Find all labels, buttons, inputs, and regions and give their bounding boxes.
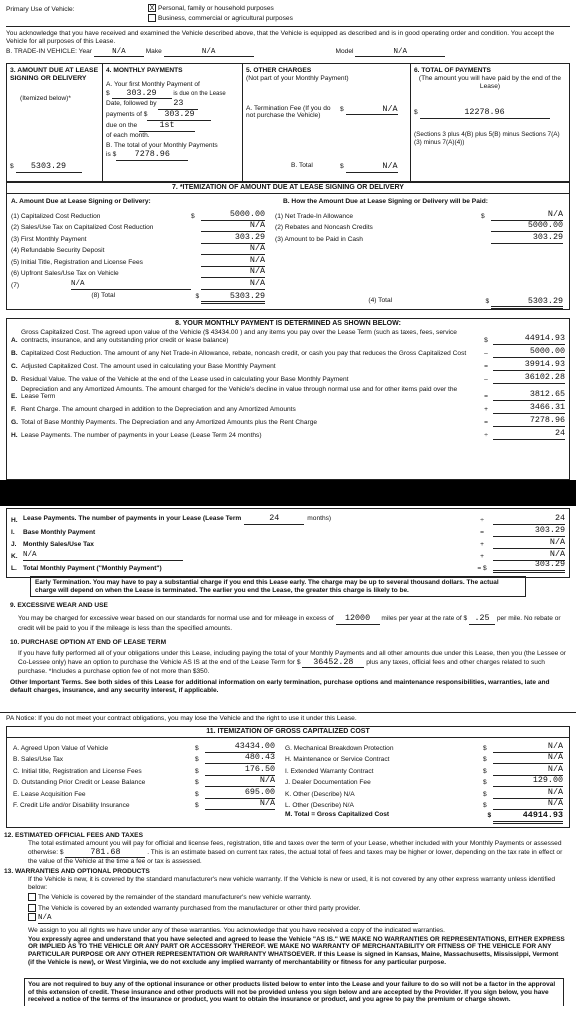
lease-page-2 — [0, 506, 576, 1024]
gross-cap-right-label: L. Other (Describe) N/A — [285, 802, 354, 810]
total-monthly-value[interactable]: 7278.96 — [116, 150, 188, 161]
section-11-title: 11. ITEMIZATION OF GROSS CAPITALIZED COST — [7, 727, 569, 738]
gross-cap-left-item — [13, 799, 275, 811]
payment-calc-key: B. — [11, 349, 18, 357]
payment-calc-row — [11, 373, 565, 384]
payment-calc-row — [11, 386, 565, 402]
business-use-checkbox[interactable] — [148, 14, 156, 22]
gross-cap-left-item — [13, 776, 275, 788]
box-monthly-payments: 4. MONTHLY PAYMENTS A. Your first Monthly Payment of $ 303.29 is due on the Lease Date, followed by 23 payments of $ 303.29 due on the 1st of each month. B. The total of your Monthly Payments is $ 7278.96 — [103, 64, 243, 181]
amount-due-item — [11, 209, 265, 221]
as-is-disclaimer: You expressly agree and understand that you have selected and agreed to lease the Vehicle "AS IS." WE MAKE NO WARRANTIES OR REPRESENTATIONS, EITHER EXPRESS OR IMPLIED AS TO THE VEHICLE OR ANY PART OR ACCESSORY THEREOF. WE MAKE NO WARRANTY OF MERCHANTABILITY OR FITNESS OF THE VEHICLE FOR ANY PARTICULAR PURPOSE OR ANY OTHER REPRESENTATION OR WARRANTY WHATSOEVER. If this Lease is signed in Kansas, Maine, Massachusetts, Mississippi, Vermont (if the Vehicle is new), or West Virginia, we do not exclude any implied warranty of merchantability or fitness for any particular purpose. — [28, 935, 565, 966]
payment-cont-row — [11, 561, 565, 573]
amount-due-value[interactable]: 5303.29 — [16, 162, 82, 173]
fees-amount[interactable]: 781.68 — [65, 848, 145, 859]
gross-cap-right-label: H. Maintenance or Service Contract — [285, 756, 390, 764]
wear-text-1: You may be charged for excessive wear based on our standards for normal use and for mileage in excess of — [18, 614, 334, 622]
amount-due-title: 3. AMOUNT DUE AT LEASE SIGNING OR DELIVERY — [10, 67, 99, 83]
other-charges-title: 5. OTHER CHARGES — [246, 67, 312, 74]
payment-cont-operator: + — [480, 541, 484, 549]
payment-calc-value[interactable]: 36102.28 — [493, 373, 565, 384]
amount-due-total-label: (8) Total — [91, 291, 116, 299]
payment-calc-key: C. — [11, 362, 18, 370]
first-payment-text: A. Your first Monthly Payment of — [106, 80, 200, 88]
payment-calc-row — [11, 429, 565, 440]
payment-calc-operator: $ — [484, 337, 488, 345]
gross-cap-left-dollar: $ — [195, 802, 199, 810]
section-12-title: 12. ESTIMATED OFFICIAL FEES AND TAXES — [4, 832, 143, 839]
payment-calc-value[interactable]: 24 — [493, 429, 565, 440]
gross-cap-right-dollar: $ — [483, 767, 487, 775]
gross-cap-left-item — [13, 764, 275, 776]
section-10 — [6, 639, 570, 695]
warranty-remainder-checkbox[interactable] — [28, 893, 36, 901]
gross-cap-right-label: G. Mechanical Breakdown Protection — [285, 744, 394, 752]
warranty-other-value[interactable]: N/A — [38, 914, 418, 924]
gross-cap-left-dollar: $ — [195, 779, 199, 787]
payment-calc-label: Depreciation and any Amortized Amounts. The amount charged for the Vehicle's decline in value through normal use and for other items paid over the Lease Term — [21, 385, 458, 401]
how-paid-item-value[interactable]: 303.29 — [491, 233, 563, 244]
how-paid-heading: B. How the Amount Due at Lease Signing or Delivery will be Paid: — [283, 198, 488, 206]
amount-due-item-value[interactable]: N/A — [201, 244, 265, 255]
gross-cap-total-value[interactable]: 44914.93 — [493, 811, 563, 824]
amount-due-item — [11, 232, 265, 244]
box-total-of-payments: 6. TOTAL OF PAYMENTS (The amount you will have paid by the end of the Lease) $ 12278.96 (Sections 3 plus 4(B) plus 5(B) minus Sections 7(A)(3) minus 7(A)(4)) — [411, 64, 569, 181]
gross-cap-left-value[interactable]: 43434.00 — [205, 742, 275, 753]
payment-calc-key: A. — [11, 337, 18, 345]
payment-amount-value[interactable]: 303.29 — [147, 110, 211, 121]
gross-cap-right-item — [285, 753, 563, 765]
lease-term-tail: months) — [307, 515, 332, 523]
total-payments-value[interactable]: 12278.96 — [420, 108, 550, 119]
gross-cap-right-dollar: $ — [483, 790, 487, 798]
payment-cont-label — [23, 541, 471, 549]
payment-calc-value[interactable]: 3812.65 — [493, 390, 565, 401]
amount-due-item-value[interactable]: 303.29 — [201, 233, 265, 244]
gross-cap-right-dollar: $ — [483, 756, 487, 764]
payment-cont-value[interactable]: N/A — [493, 550, 565, 561]
box-amount-due: 3. AMOUNT DUE AT LEASE SIGNING OR DELIVERY (Itemized below)* $ 5303.29 — [7, 64, 103, 181]
gross-cap-left-dollar: $ — [195, 756, 199, 764]
payment-cont-key: I. — [11, 529, 15, 537]
amount-due-item-value[interactable]: N/A — [201, 256, 265, 267]
due-on-label: due on the — [106, 122, 138, 130]
payment-calc-value[interactable]: 39914.93 — [493, 360, 565, 371]
how-paid-item-label: (2) Rebates and Noncash Credits — [275, 224, 373, 232]
section-9 — [6, 602, 570, 632]
payment-calc-value[interactable]: 3466.31 — [493, 403, 565, 414]
payment-cont-row — [11, 549, 565, 561]
payment-cont-label — [23, 551, 471, 561]
due-day-value[interactable]: 1st — [139, 121, 195, 132]
warranty-remainder-label: The Vehicle is covered by the remainder of the standard manufacturer's new vehicle warranty. — [38, 894, 312, 902]
wear-text-2: miles per year at the rate of $ — [381, 614, 468, 622]
gross-cap-right-list — [285, 741, 563, 810]
gross-cap-left-item — [13, 753, 275, 765]
payment-calc-value[interactable]: 44914.93 — [493, 334, 565, 345]
gross-cap-left-value[interactable]: N/A — [205, 776, 275, 787]
gross-cap-right-item — [285, 787, 563, 799]
acknowledgment-text: You acknowledge that you have received and examined the Vehicle described above, that the Vehicle is equipped as described and is in good operating order and condition. You accept the Vehicle for all purposes of this Lease. — [6, 26, 570, 46]
amount-due-item — [11, 255, 265, 267]
how-paid-total-label: (4) Total — [368, 296, 393, 304]
gross-cap-left-list — [13, 741, 275, 824]
section-13 — [0, 868, 570, 966]
amount-due-total-value[interactable]: 5303.29 — [201, 292, 265, 305]
warranty-text: If the Vehicle is new, it is covered by the standard manufacturer's new vehicle warranty. If the Vehicle is new or used, it is not covered by any other express warranty unless identified below: — [28, 875, 556, 891]
payment-calc-operator: = — [484, 393, 488, 401]
primary-use-label: Primary Use of Vehicle: — [6, 6, 75, 13]
primary-use-block — [6, 4, 570, 57]
payment-continuation-rows — [7, 509, 569, 573]
payment-calc-row — [11, 347, 565, 358]
payment-cont-key: J. — [11, 541, 17, 549]
payment-cont-value[interactable]: 24 — [493, 514, 565, 525]
section-7-title: 7. *ITEMIZATION OF AMOUNT DUE AT LEASE SIGNING OR DELIVERY — [7, 183, 569, 194]
payment-cont-row — [11, 525, 565, 537]
lease-term-value[interactable]: 24 — [244, 514, 304, 525]
gross-cap-left-label: B. Sales/Use Tax — [13, 756, 64, 764]
how-paid-item-value[interactable]: 5000.00 — [491, 221, 563, 232]
purchase-text-2: plus any taxes, official fees and other charges related to such purchase. *Includes a purchase option fee of not more than $350. — [18, 658, 545, 676]
section-12 — [0, 832, 570, 866]
how-paid-item-label: (1) Net Trade-In Allowance — [275, 212, 354, 220]
how-paid-items — [275, 209, 563, 244]
gross-cap-right-item — [285, 741, 563, 753]
payment-cont-label-text: Total Monthly Payment ("Monthly Payment") — [23, 565, 162, 573]
gross-cap-right-label: J. Dealer Documentation Fee — [285, 779, 371, 787]
pa-notice: PA Notice: If you do not meet your contract obligations, you may lose the Vehicle and the right to use it under this Lease. — [0, 712, 576, 725]
payment-cont-value[interactable]: N/A — [493, 538, 565, 549]
payment-cont-label — [23, 514, 471, 525]
fees-text-2: . This is an estimate based on current tax rates, the actual total of fees and taxes may be higher or lower, depending on the tax rate in effect or the value of the Vehicle at the time a fee or tax is assessed. — [28, 848, 563, 866]
payment-calc-operator: – — [484, 375, 488, 383]
amount-due-item — [11, 244, 265, 256]
gross-cap-left-dollar: $ — [195, 744, 199, 752]
gross-cap-left-item — [13, 741, 275, 753]
how-paid-item-label: (3) Amount to be Paid in Cash — [275, 235, 363, 243]
payment-calc-row — [11, 360, 565, 371]
payment-cont-value[interactable]: 303.29 — [493, 560, 565, 573]
payment-calc-key: G. — [11, 419, 18, 427]
gross-cap-left-label: F. Credit Life and/or Disability Insurance — [13, 802, 130, 810]
section-7 — [6, 182, 570, 310]
section-8-title: 8. YOUR MONTHLY PAYMENT IS DETERMINED AS SHOWN BELOW: — [175, 320, 401, 327]
total-monthly-label: B. The total of your Monthly Payments — [106, 141, 218, 149]
how-paid-item-value[interactable]: N/A — [491, 210, 563, 221]
box-other-charges: 5. OTHER CHARGES (Not part of your Monthly Payment) A. Termination Fee (If you do not purchase the Vehicle) $ N/A B. Total $ N/A — [243, 64, 411, 181]
how-paid-total-value[interactable]: 5303.29 — [491, 297, 563, 310]
payment-cont-label — [23, 529, 471, 537]
payment-calc-operator: ÷ — [484, 431, 488, 439]
gross-cap-left-dollar: $ — [195, 790, 199, 798]
amount-due-item — [11, 221, 265, 233]
section-10-title: 10. PURCHASE OPTION AT END OF LEASE TERM — [10, 639, 167, 646]
payment-calc-operator: = — [484, 419, 488, 427]
warranty-extended-label: The Vehicle is covered by an extended warranty purchased from the manufacturer or other third party provider. — [38, 904, 361, 912]
mileage-rate[interactable]: .25 — [469, 614, 495, 625]
purchase-text-1: If you have fully performed all of your obligations under this Lease, including paying the total of your Monthly Payments and all other amounts due under this Lease, then you (the Lessee or Co-Lessee only) have an option to purchase the Vehicle AS IS at the end of the Lease Term for $ — [18, 649, 566, 666]
payment-cont-operator: ÷ — [480, 517, 484, 525]
tradein-year[interactable]: N/A — [94, 48, 144, 58]
other-total-value[interactable]: N/A — [346, 162, 398, 173]
other-terms: Other Important Terms. See both sides of this Lease for additional information on early termination, purchase options and maintenance responsibilities, warranties, late and default charges, insurance, and any security interest, if applicable. — [10, 679, 550, 694]
make-label: Make — [145, 47, 162, 55]
amount-due-heading: A. Amount Due at Lease Signing or Delivery: — [11, 198, 151, 206]
of-each-month: of each month. — [106, 132, 150, 140]
payment-calc-label: Total of Base Monthly Payments. The Depreciation and any Amortized Amounts plus the Rent Charge — [21, 419, 318, 427]
termination-fee-label: A. Termination Fee (If you do not purchase the Vehicle) — [246, 104, 331, 120]
warranty-assign: We assign to you all rights we have under any of these warranties. You acknowledge that you have received a copy of the indicated warranties. — [28, 926, 445, 934]
model-label: Model — [335, 47, 354, 55]
personal-use-checkbox[interactable]: X — [149, 5, 155, 12]
gross-cap-total-label: M. Total = Gross Capitalized Cost — [285, 811, 390, 819]
gross-cap-right-label: I. Extended Warranty Contract — [285, 767, 374, 775]
how-paid-item — [275, 232, 563, 244]
how-paid-list: B. How the Amount Due at Lease Signing or Delivery will be Paid: (1) Net Trade-In Allowance $ N/A (2) Rebates and Noncash Credits 5000.00 (3) Amount to be Paid in Cash 303.29 (4) Total $ 5303.29 — [269, 194, 569, 311]
section-8 — [6, 318, 570, 480]
gross-cap-left-label: E. Lease Acquisition Fee — [13, 790, 86, 798]
gross-cap-right-dollar: $ — [483, 779, 487, 787]
fees-text-1: The total estimated amount you will pay for official and license fees, registration, title and taxes over the term of your Lease, whether included with your Monthly Payments or assessed otherwise: $ — [28, 839, 562, 856]
early-termination-notice: Early Termination. You may have to pay a substantial charge if you end this Lease early. The charge may be up to several thousand dollars. The actual charge will depend on when the Lease is terminated. The earlier you end the Lease, the greater this charge is likely to be. — [30, 576, 526, 597]
gross-cap-right-item — [285, 799, 563, 811]
gross-cap-left-label: C. Initial title, Registration and License Fees — [13, 767, 142, 775]
lease-page-1 — [0, 0, 576, 480]
gross-cap-right-value[interactable]: 129.00 — [493, 776, 563, 787]
amount-due-item-label: (2) Sales/Use Tax on Capitalized Cost Reduction — [11, 224, 154, 232]
amount-due-item-label: (6) Upfront Sales/Use Tax on Vehicle — [11, 270, 119, 278]
payment-calc-key: D. — [11, 375, 18, 383]
amount-due-item-label: (1) Capitalized Cost Reduction — [11, 212, 101, 220]
payment-calc-key: F. — [11, 406, 17, 414]
amount-due-item-label: (4) Refundable Security Deposit — [11, 247, 105, 255]
amount-due-item — [11, 267, 265, 279]
payment-cont-operator: = $ — [477, 565, 487, 573]
personal-use-label: Personal, family or household purposes — [158, 4, 274, 12]
payment-cont-label — [23, 565, 471, 573]
payment-calc-operator: + — [484, 406, 488, 414]
total-payments-note: (Sections 3 plus 4(B) plus 5(B) minus Sections 7(A)(3) minus 7(A)(4)) — [414, 131, 560, 146]
tradein-label: B. TRADE-IN VEHICLE: Year — [6, 47, 92, 55]
gross-cap-right-dollar: $ — [483, 802, 487, 810]
is-dollar: is $ — [106, 150, 117, 158]
gross-cap-right-value[interactable]: N/A — [493, 753, 563, 764]
payment-calc-key: H. — [11, 431, 18, 439]
payment-cont-key: K. — [11, 553, 18, 561]
payment-calc-key: E. — [11, 393, 18, 401]
total-payments-title: 6. TOTAL OF PAYMENTS — [414, 67, 491, 74]
first-payment-value[interactable]: 303.29 — [112, 89, 172, 100]
amount-due-item-value[interactable]: N/A — [201, 221, 265, 232]
amount-due-items — [11, 209, 265, 290]
gross-cap-right-item — [285, 776, 563, 788]
payment-calc-label: Gross Capitalized Cost. The agreed upon value of the Vehicle ($ 43434.00 ) and any items you pay over the Lease Term (such as taxes, fees, service contracts, insurance, and any outstanding prior credit or lease balance) — [21, 329, 457, 345]
how-paid-item — [275, 221, 563, 233]
payment-calc-label: Rent Charge. The amount charged in addition to the Depreciation and any Amortized Amounts — [21, 406, 296, 414]
payment-cont-row — [11, 513, 565, 525]
gross-cap-left-value[interactable]: N/A — [205, 799, 275, 810]
termination-fee-value[interactable]: N/A — [346, 105, 398, 116]
gross-cap-left-dollar: $ — [195, 767, 199, 775]
other-charges-sub: (Not part of your Monthly Payment) — [246, 74, 349, 82]
gross-cap-right-item — [285, 764, 563, 776]
payment-calculation-rows — [7, 329, 569, 440]
amount-due-item-value[interactable]: 5000.00 — [201, 210, 265, 221]
payment-calc-operator: – — [484, 349, 488, 357]
payment-cont-label-text: Monthly Sales/Use Tax — [23, 541, 94, 549]
amount-due-item-label: (5) Initial Title, Registration and License Fees — [11, 258, 143, 266]
payment-cont-label-text: Lease Payments. The number of payments in your Lease (Lease Term — [23, 515, 242, 523]
purchase-price[interactable]: 36452.28 — [302, 658, 364, 669]
dollar-sign: $ — [481, 212, 485, 220]
payment-cont-row — [11, 537, 565, 549]
amount-due-item-value[interactable]: N/A — [201, 267, 265, 278]
gross-cap-left-value[interactable]: 176.50 — [205, 765, 275, 776]
amount-due-item-label: (3) First Monthly Payment — [11, 235, 87, 243]
other-total-label: B. Total — [291, 162, 313, 170]
warranty-other-checkbox[interactable] — [28, 913, 36, 921]
warranty-extended-checkbox[interactable] — [28, 904, 36, 912]
section-9-title: 9. EXCESSIVE WEAR AND USE — [10, 602, 108, 609]
payment-calc-row — [11, 403, 565, 414]
total-payments-sub: (The amount you will have paid by the end of the Lease) — [418, 74, 562, 90]
payment-cont-label-text[interactable]: N/A — [23, 551, 183, 561]
wear-text-3: per mile. No rebate or credit will be paid to you if the mileage is less than the specified amounts. — [18, 614, 561, 632]
tradein-line — [6, 48, 570, 58]
gross-cap-left-value[interactable]: 480.43 — [205, 753, 275, 764]
payment-calc-label: Adjusted Capitalized Cost. The amount used in calculating your Base Monthly Payment — [21, 362, 276, 370]
gross-cap-right-value[interactable]: N/A — [493, 788, 563, 799]
disclosure-boxes — [6, 63, 570, 182]
optional-insurance-notice: You are not required to buy any of the optional insurance or other products listed below to enter into the Lease and your failure to do so will not be a factor in the approval of this extension of credit. These insurance and other products will not be provided unless you sign below and are accepted by the Provider. If you sign below, you have received a notice of the terms of the insurance or product, you want to obtain the insurance or product, and you agree to pay the premium or charge shown. — [24, 978, 564, 1006]
amount-due-item-label: (7) — [11, 281, 20, 289]
how-paid-item — [275, 209, 563, 221]
monthly-payments-title: 4. MONTHLY PAYMENTS — [106, 67, 183, 74]
payment-calc-operator: = — [484, 362, 488, 370]
amount-due-item-7-text[interactable]: N/A — [71, 280, 191, 290]
gross-cap-left-item — [13, 787, 275, 799]
gross-cap-left-label: A. Agreed Upon Value of Vehicle — [13, 744, 109, 752]
payment-cont-operator: + — [480, 553, 484, 561]
amount-due-item — [11, 278, 265, 290]
payment-cont-key: H. — [11, 517, 18, 525]
payment-calc-row — [11, 416, 565, 427]
payment-continuation — [6, 508, 570, 578]
model-value[interactable]: N/A — [355, 48, 445, 58]
make-value[interactable]: N/A — [164, 48, 254, 58]
amount-due-list: A. Amount Due at Lease Signing or Delivery: (1) Capitalized Cost Reduction $ 5000.00 (2) Sales/Use Tax on Capitalized Cost Reduction N/A (3) First Monthly Payment 303.29 (4) Refundable Security Deposit N/A (5) Initial Title, Registration and License Fees N/A (6) Upfront Sales/Use Tax on Vehicle N/A (7) N/A N/A (8) Total $ 5303.29 — [7, 194, 269, 311]
gross-cap-left-value[interactable]: 695.00 — [205, 788, 275, 799]
payment-cont-operator: = — [480, 529, 484, 537]
payment-calc-label: Capitalized Cost Reduction. The amount of any Net Trade-in Allowance, rebate, noncash credit, or cash you pay that reduces the Gross Capitalized Cost — [21, 349, 467, 357]
page-gap — [0, 480, 576, 506]
payment-cont-label-text: Base Monthly Payment — [23, 529, 96, 537]
business-use-label: Business, commercial or agricultural purposes — [158, 14, 293, 22]
payment-calc-label: Lease Payments. The number of payments in your Lease (Lease Term 24 months) — [21, 431, 262, 439]
gross-cap-right-dollar: $ — [483, 744, 487, 752]
payments-of-label: payments of $ — [106, 111, 148, 119]
payment-cont-key: L. — [11, 565, 17, 573]
payment-calc-label: Residual Value. The value of the Vehicle at the end of the Lease used in calculating your Base Monthly Payment — [21, 375, 349, 383]
payment-calc-row — [11, 329, 565, 345]
section-11: 11. ITEMIZATION OF GROSS CAPITALIZED COST A. Agreed Upon Value of Vehicle $ 43434.00 B. Sales/Use Tax $ 480.43 C. Initial title, Registration and License Fees $ 176.50 D. Outstanding Prior Credit or Lease Balance $ N/A E. Lease Acquisition Fee $ 695.00 F. Credit Life and/or Disability Insurance $ N/A G. Mechanical Breakdown Protection $ N/A H. Maintenance or Service Contract $ N/A I. Extended Warranty Contract $ N/A J. Dealer Documentation Fee $ 129.00 K. Other (Describe) N/A $ N/A L. Other (Describe) N/A $ N/A M. Total = Gross Capitalized Cost $ 44914.93 — [6, 726, 570, 828]
gross-cap-left-label: D. Outstanding Prior Credit or Lease Balance — [13, 779, 146, 787]
itemized-note: (Itemized below)* — [20, 95, 71, 103]
payment-calc-value[interactable]: 7278.96 — [493, 416, 565, 427]
amount-due-item-value[interactable]: N/A — [201, 279, 265, 290]
gross-cap-right-value[interactable]: N/A — [493, 799, 563, 810]
mileage-limit[interactable]: 12000 — [336, 614, 380, 625]
payment-calc-value[interactable]: 5000.00 — [493, 347, 565, 358]
payment-count-value[interactable]: 23 — [158, 99, 198, 110]
gross-cap-right-value[interactable]: N/A — [493, 742, 563, 753]
gross-cap-right-value[interactable]: N/A — [493, 765, 563, 776]
payment-cont-value[interactable]: 303.29 — [493, 526, 565, 537]
dollar-sign: $ — [191, 212, 195, 220]
gross-cap-right-label: K. Other (Describe) N/A — [285, 790, 355, 798]
section-13-title: 13. WARRANTIES AND OPTIONAL PRODUCTS — [4, 868, 150, 875]
